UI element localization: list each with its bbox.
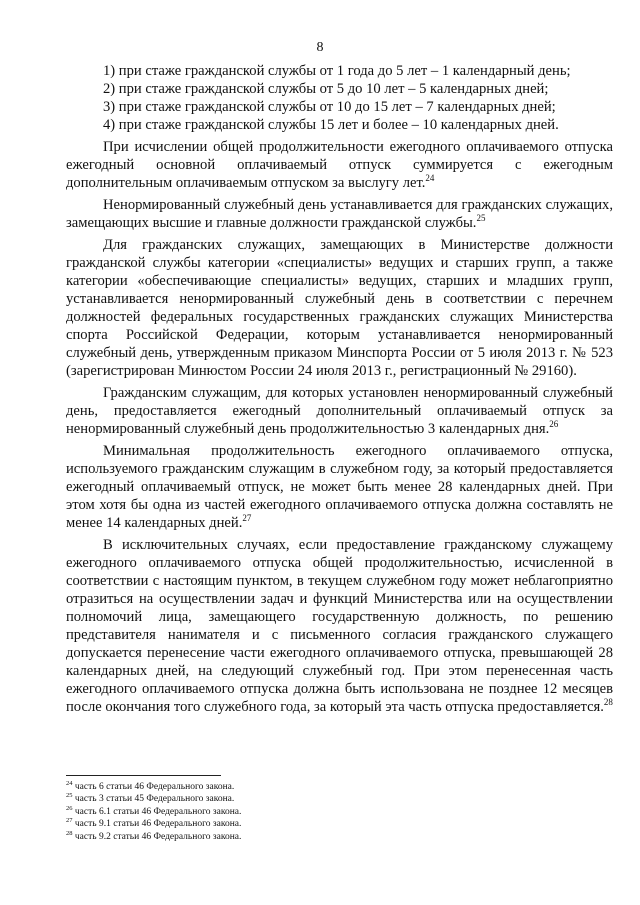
footnote-text: часть 3 статьи 45 Федерального закона. bbox=[74, 794, 235, 805]
paragraph-6 bbox=[66, 536, 613, 716]
footnote bbox=[66, 818, 606, 830]
footnote-ref: 26 bbox=[549, 419, 559, 429]
paragraph-text: В исключительных случаях, если предоставление гражданскому служащему ежегодного оплачиваемого отпуска общей продолжительностью, исчисленной в соответствии с настоящим пунктом, в текущем служебном году может неблагоприятно отразиться на осуществлении задач и функций Министерства или на осуществлении полномочий лица, замещающего государственную должность, по решению представителя нанимателя и с письменного согласия гражданского служащего допускается перенесение части ежегодного оплачиваемого отпуска, превышающей 28 календарных дней, на следующий служебный год. При этом перенесенная часть ежегодного оплачиваемого отпуска должна быть использована не позднее 12 месяцев после окончания того служебного года, за который эта часть отпуска предоставляется. bbox=[66, 537, 613, 715]
footnote-number: 24 bbox=[66, 780, 73, 787]
footnote bbox=[66, 831, 606, 843]
page-number: 8 bbox=[316, 40, 324, 55]
footnote-number: 25 bbox=[66, 792, 73, 800]
footnote-text: часть 9.2 статьи 46 Федерального закона. bbox=[74, 831, 242, 842]
paragraph-5 bbox=[66, 442, 613, 532]
paragraph-2 bbox=[66, 196, 613, 232]
footnote-text: часть 9.1 статьи 46 Федерального закона. bbox=[74, 819, 242, 830]
footnote bbox=[66, 806, 606, 818]
list-item-1: 1) при стаже гражданской службы от 1 года до 5 лет – 1 календарный день; bbox=[103, 63, 571, 79]
paragraph-1 bbox=[66, 138, 613, 192]
paragraph-text: При исчислении общей продолжительности ежегодного оплачиваемого отпуска ежегодный основной оплачиваемый отпуск суммируется с ежегодным дополнительным оплачиваемым отпуском за выслугу лет. bbox=[66, 139, 613, 191]
paragraph-3 bbox=[66, 236, 613, 380]
list-item-4: 4) при стаже гражданской службы 15 лет и более – 10 календарных дней. bbox=[103, 117, 559, 133]
paragraph-text: Минимальная продолжительность ежегодного оплачиваемого отпуска, используемого гражданским служащим в служебном году, за который предоставляется ежегодный оплачиваемый отпуск, не может быть менее 28 календарных дней. При этом хотя бы одна из частей ежегодного оплачиваемого отпуска должна составлять не менее 14 календарных дней. bbox=[66, 443, 613, 531]
footnote-number: 27 bbox=[66, 817, 73, 825]
footnote-text: часть 6.1 статьи 46 Федерального закона. bbox=[74, 806, 242, 817]
footnote-ref: 28 bbox=[603, 697, 613, 707]
footnotes bbox=[66, 781, 606, 843]
paragraph-text: Для гражданских служащих, замещающих в Министерстве должности гражданской службы категории «специалисты» ведущих и старших групп, а также категории «обеспечивающие специалисты» ведущих, старших и младших групп, устанавливается ненормированный служебный день в соответствии с перечнем должностей федеральных государственных гражданских служащих Министерства спорта Российской Федерации, которым устанавливается ненормированный служебный день, утвержденным приказом Минспорта России от 5 июля 2013 г. № 523 (зарегистрирован Минюстом России 24 июля 2013 г., регистрационный № 29160). bbox=[66, 237, 613, 379]
document-body bbox=[66, 62, 613, 720]
footnote-ref: 27 bbox=[242, 513, 252, 523]
footnote-ref: 25 bbox=[476, 213, 486, 223]
footnote-number: 28 bbox=[66, 829, 73, 837]
footnote-divider bbox=[66, 775, 221, 776]
paragraph-text: Ненормированный служебный день устанавливается для гражданских служащих, замещающих высшие и главные должности гражданской службы. bbox=[66, 197, 613, 231]
footnote bbox=[66, 781, 606, 793]
footnote-text: часть 6 статьи 46 Федерального закона. bbox=[74, 782, 235, 792]
paragraph-text: Гражданским служащим, для которых установлен ненормированный служебный день, предоставляется ежегодный дополнительный оплачиваемый отпуск за ненормированный служебный день продолжительностью 3 календарных дня. bbox=[66, 385, 613, 437]
footnote-ref: 24 bbox=[425, 173, 435, 183]
list-item-2: 2) при стаже гражданской службы от 5 до 10 лет – 5 календарных дней; bbox=[103, 81, 549, 97]
footnote bbox=[66, 793, 606, 805]
list-item-3: 3) при стаже гражданской службы от 10 до 15 лет – 7 календарных дней; bbox=[103, 99, 556, 115]
footnote-number: 26 bbox=[66, 804, 73, 812]
paragraph-4 bbox=[66, 384, 613, 438]
